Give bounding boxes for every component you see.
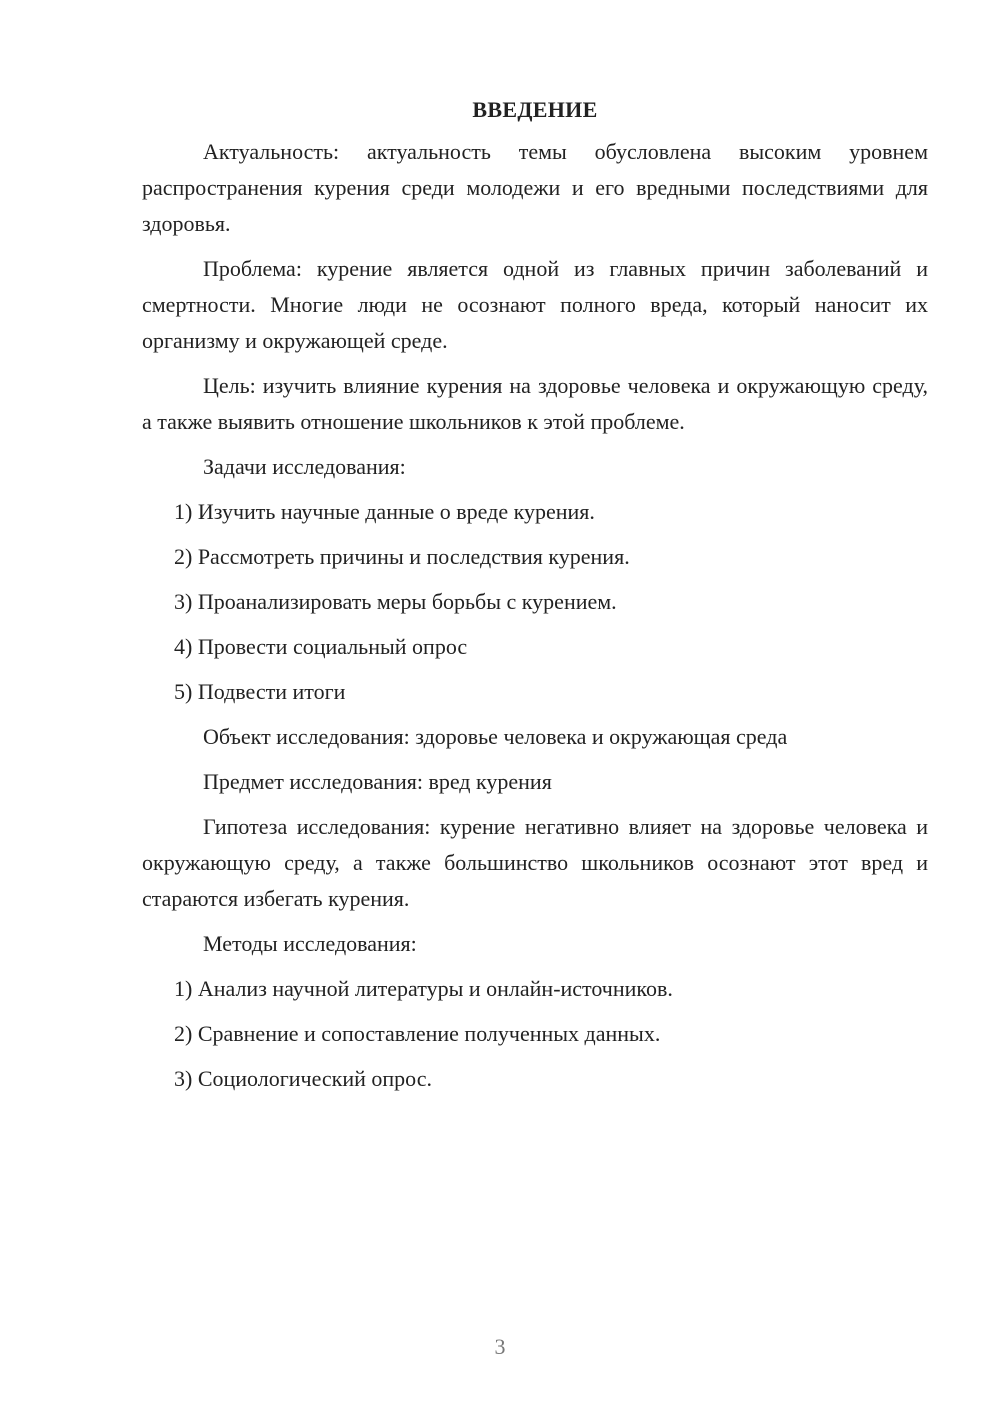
method-item: 2) Сравнение и сопоставление полученных данных.	[174, 1021, 661, 1046]
section-heading: ВВЕДЕНИЕ	[472, 97, 598, 122]
goal-paragraph: Цель: изучить влияние курения на здоровье человека и окружающую среду, а также выявить отношение школьников к этой проблеме.	[142, 373, 928, 434]
task-item: 3) Проанализировать меры борьбы с курением.	[174, 589, 617, 614]
tasks-title: Задачи исследования:	[203, 454, 406, 479]
object-paragraph: Объект исследования: здоровье человека и окружающая среда	[203, 724, 788, 749]
task-item: 2) Рассмотреть причины и последствия курения.	[174, 544, 630, 569]
task-item: 4) Провести социальный опрос	[174, 634, 468, 659]
task-item: 1) Изучить научные данные о вреде курения.	[174, 499, 595, 524]
hypothesis-paragraph: Гипотеза исследования: курение негативно влияет на здоровье человека и окружающую среду, а также большинство школьников осознают этот вред и стараются избегать курения.	[142, 814, 928, 911]
subject-paragraph: Предмет исследования: вред курения	[203, 769, 552, 794]
relevance-paragraph: Актуальность: актуальность темы обусловлена высоким уровнем распространения курения среди молодежи и его вредными последствиями для здоровья.	[142, 139, 928, 236]
task-item: 5) Подвести итоги	[174, 679, 346, 704]
methods-title: Методы исследования:	[203, 931, 417, 956]
page-content	[142, 92, 928, 1106]
method-item: 3) Социологический опрос.	[174, 1066, 432, 1091]
problem-paragraph: Проблема: курение является одной из главных причин заболеваний и смертности. Многие люди не осознают полного вреда, который наносит их организму и окружающей среде.	[142, 256, 928, 353]
page-number: 3	[494, 1334, 506, 1359]
method-item: 1) Анализ научной литературы и онлайн-источников.	[174, 976, 673, 1001]
